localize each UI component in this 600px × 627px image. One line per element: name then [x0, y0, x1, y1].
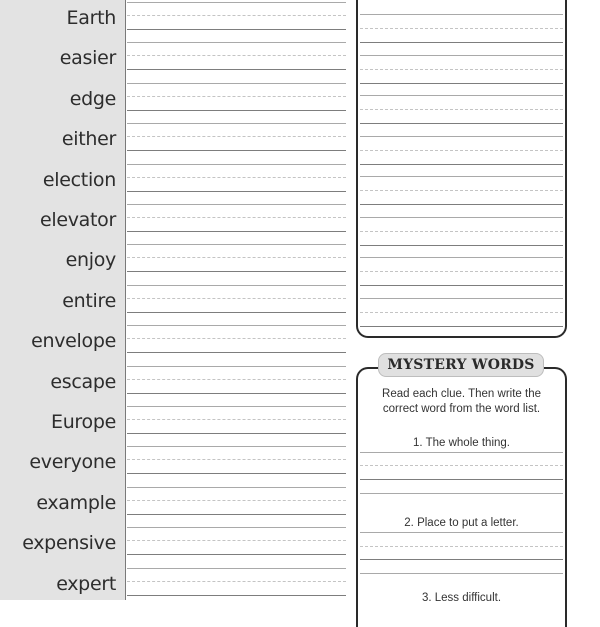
- writing-line-base: [127, 393, 346, 394]
- writing-line-dashed[interactable]: [360, 465, 563, 466]
- writing-line-top: [360, 452, 563, 453]
- writing-line-base: [127, 554, 346, 555]
- writing-line-base: [360, 83, 563, 84]
- writing-line-dashed[interactable]: [360, 546, 563, 547]
- mystery-words-box: [356, 367, 567, 627]
- writing-line-dashed[interactable]: [127, 177, 346, 178]
- writing-line-top: [360, 298, 563, 299]
- writing-line-top: [127, 83, 346, 84]
- spelling-word: edge: [69, 87, 116, 110]
- writing-line-top: [360, 14, 563, 15]
- writing-line-top: [127, 568, 346, 569]
- writing-line-base: [360, 245, 563, 246]
- writing-line-dashed[interactable]: [127, 298, 346, 299]
- spelling-word: easier: [59, 47, 116, 70]
- writing-line-top: [360, 176, 563, 177]
- writing-line-base: [127, 473, 346, 474]
- spelling-word: election: [42, 168, 116, 191]
- spelling-word: everyone: [29, 451, 116, 474]
- writing-line-top: [127, 487, 346, 488]
- writing-line-top: [127, 42, 346, 43]
- writing-line-base: [127, 352, 346, 353]
- writing-line-top: [127, 527, 346, 528]
- writing-line-base: [127, 433, 346, 434]
- writing-line-dashed[interactable]: [127, 540, 346, 541]
- writing-line-dashed[interactable]: [360, 312, 563, 313]
- writing-line-base: [360, 123, 563, 124]
- spelling-word: envelope: [31, 330, 116, 353]
- writing-line-top: [127, 325, 346, 326]
- spelling-word: example: [36, 491, 116, 514]
- writing-line-base: [127, 514, 346, 515]
- writing-line-base: [360, 559, 563, 560]
- writing-line-dashed[interactable]: [127, 338, 346, 339]
- writing-line-dashed[interactable]: [127, 500, 346, 501]
- spelling-word: enjoy: [65, 249, 116, 272]
- spelling-word: expert: [56, 572, 116, 595]
- writing-line-top: [360, 217, 563, 218]
- spelling-word: Europe: [50, 411, 116, 433]
- spelling-word: either: [61, 128, 116, 151]
- writing-line-base: [360, 479, 563, 480]
- writing-line-top: [127, 204, 346, 205]
- writing-line-top: [360, 136, 563, 137]
- clue-2: 2. Place to put a letter.: [404, 517, 519, 529]
- writing-line-base: [127, 231, 346, 232]
- writing-line-dashed[interactable]: [127, 581, 346, 582]
- writing-line-top: [127, 446, 346, 447]
- spelling-word: elevator: [39, 209, 116, 231]
- writing-line-dashed[interactable]: [360, 190, 563, 191]
- writing-line-top: [127, 406, 346, 407]
- writing-line-dashed[interactable]: [127, 217, 346, 218]
- writing-line-top: [127, 366, 346, 367]
- writing-line-dashed[interactable]: [360, 150, 563, 151]
- writing-line-dashed[interactable]: [360, 271, 563, 272]
- writing-line-base: [360, 164, 563, 165]
- writing-line-top: [127, 244, 346, 245]
- writing-line-dashed[interactable]: [127, 55, 346, 56]
- writing-line-dashed[interactable]: [127, 459, 346, 460]
- clue-1: 1. The whole thing.: [413, 437, 510, 449]
- writing-line-base: [127, 110, 346, 111]
- writing-line-base: [127, 69, 346, 70]
- spelling-word: Earth: [66, 7, 116, 29]
- writing-line-top: [360, 493, 563, 494]
- writing-line-base: [360, 285, 563, 286]
- spelling-word: expensive: [22, 532, 116, 555]
- mystery-words-title: MYSTERY WORDS: [378, 353, 544, 377]
- spelling-word: entire: [62, 289, 116, 312]
- writing-line-dashed[interactable]: [360, 109, 563, 110]
- writing-line-dashed[interactable]: [127, 136, 346, 137]
- spelling-word: escape: [50, 370, 116, 393]
- writing-line-dashed[interactable]: [360, 69, 563, 70]
- writing-line-top: [360, 257, 563, 258]
- writing-line-top: [360, 55, 563, 56]
- writing-line-top: [360, 532, 563, 533]
- writing-line-base: [127, 150, 346, 151]
- writing-line-dashed[interactable]: [127, 257, 346, 258]
- writing-line-dashed[interactable]: [360, 231, 563, 232]
- writing-line-base: [360, 326, 563, 327]
- writing-line-top: [127, 164, 346, 165]
- sort-words-box: [356, 0, 567, 338]
- writing-line-base: [127, 191, 346, 192]
- writing-line-base: [360, 204, 563, 205]
- mystery-instructions: Read each clue. Then write the correct word from the word list.: [382, 388, 541, 415]
- writing-line-dashed[interactable]: [127, 96, 346, 97]
- writing-line-base: [127, 595, 346, 596]
- writing-line-dashed[interactable]: [127, 419, 346, 420]
- clue-3: 3. Less difficult.: [421, 592, 502, 604]
- writing-line-top: [360, 95, 563, 96]
- writing-line-base: [127, 312, 346, 313]
- writing-line-base: [127, 271, 346, 272]
- writing-line-top: [127, 123, 346, 124]
- writing-line-top: [127, 285, 346, 286]
- writing-line-base: [360, 42, 563, 43]
- writing-line-dashed[interactable]: [360, 28, 563, 29]
- writing-line-top: [360, 573, 563, 574]
- writing-line-dashed[interactable]: [127, 379, 346, 380]
